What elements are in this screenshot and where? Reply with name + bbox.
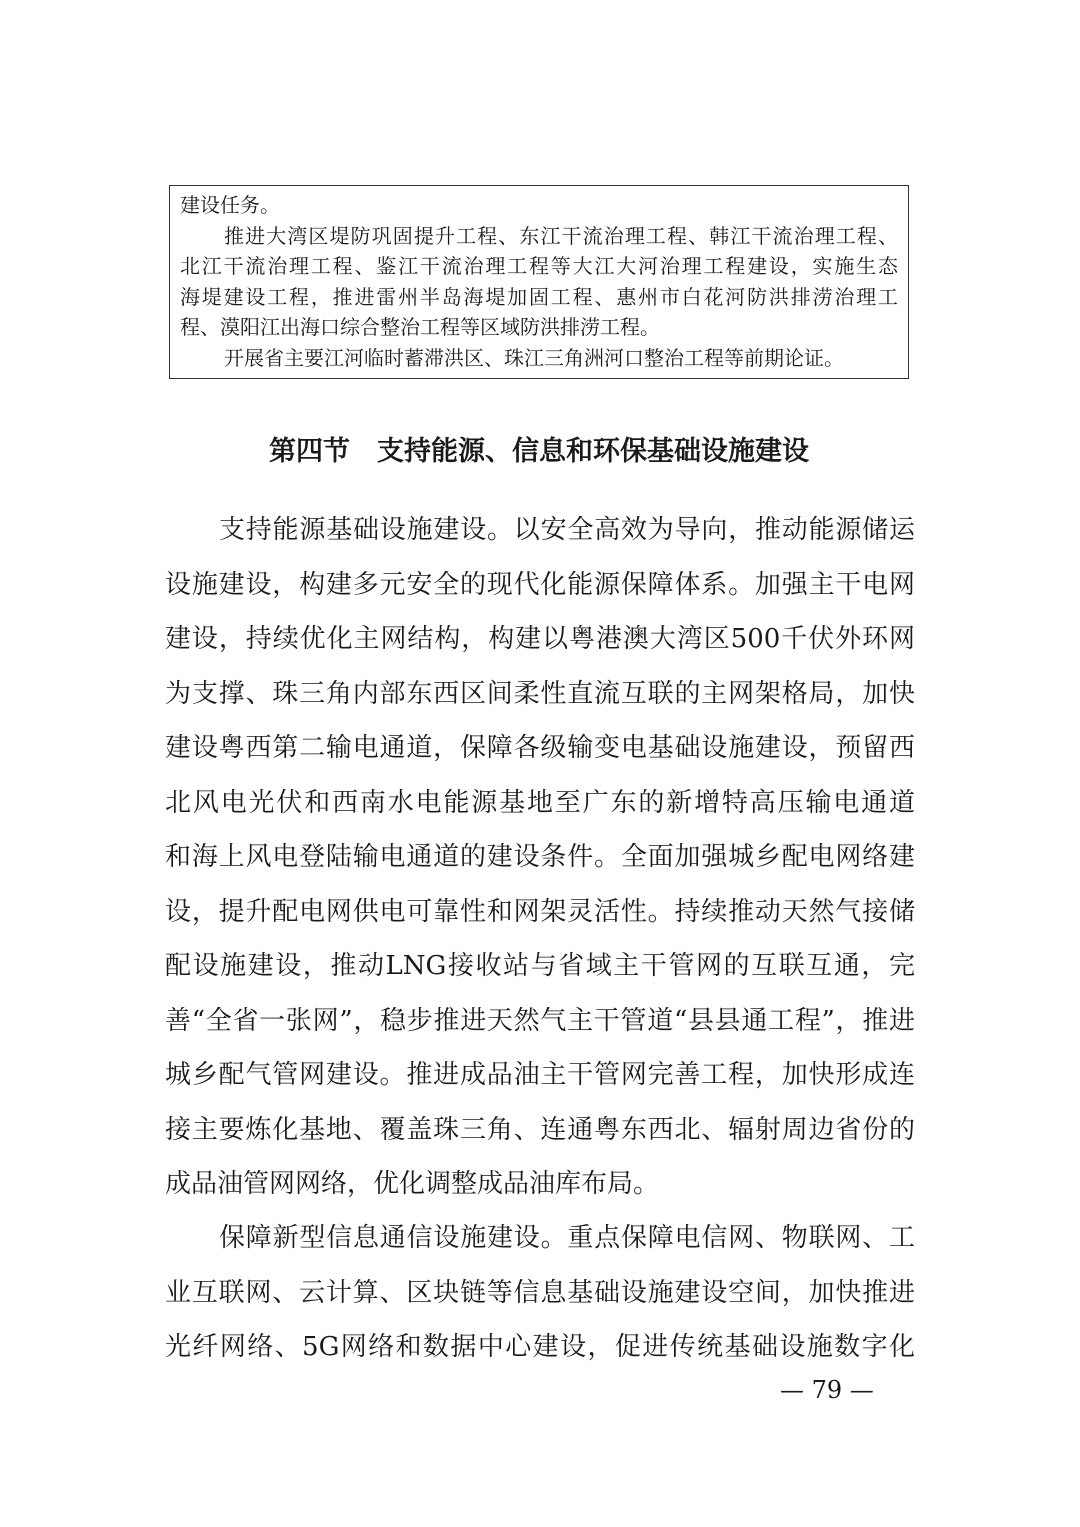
paragraph-line: 和海上风电登陆输电通道的建设条件。全面加强城乡配电网络建 [165,842,915,872]
box-line: 推进大湾区堤防巩固提升工程、东江干流治理工程、韩江干流治理工程、 [224,223,898,248]
task-box [169,185,909,379]
box-line: 开展省主要江河临时蓄滞洪区、珠江三角洲河口整治工程等前期论证。 [224,345,844,370]
paragraph-line: 善“全省一张网”，稳步推进天然气主干管道“县县通工程”，推进 [165,1005,915,1036]
paragraph-line: 建设粤西第二输电通道，保障各级输变电基础设施建设，预留西 [165,733,915,763]
paragraph-line: 光纤网络、5G网络和数据中心建设，促进传统基础设施数字化 [165,1332,915,1362]
paragraph-line: 保障新型信息通信设施建设。重点保障电信网、物联网、工 [219,1223,915,1253]
box-line: 建设任务。 [180,193,280,217]
box-line: 海堤建设工程，推进雷州半岛海堤加固工程、惠州市白花河防洪排涝治理工 [180,284,898,309]
paragraph-line: 为支撑、珠三角内部东西区间柔性直流互联的主网架格局，加快 [165,678,915,709]
box-line: 程、漠阳江出海口综合整治工程等区域防洪排涝工程。 [180,315,660,339]
section-title: 第四节 支持能源、信息和环保基础设施建设 [269,436,809,467]
paragraph-line: 业互联网、云计算、区块链等信息基础设施建设空间，加快推进 [165,1277,915,1308]
paragraph-line: 配设施建设，推动LNG接收站与省域主干管网的互联互通，完 [165,951,915,981]
paragraph-line: 城乡配气管网建设。推进成品油主干管网完善工程，加快形成连 [165,1060,915,1090]
box-line: 北江干流治理工程、鉴江干流治理工程等大江大河治理工程建设，实施生态 [180,254,898,278]
paragraph-line: 成品油管网网络，优化调整成品油库布局。 [165,1169,660,1199]
paragraph-energy [165,503,915,1212]
paragraph-information [165,1211,915,1375]
paragraph-line: 设施建设，构建多元安全的现代化能源保障体系。加强主干电网 [165,569,915,600]
paragraph-line: 支持能源基础设施建设。以安全高效为导向，推动能源储运 [219,515,915,545]
paragraph-line: 设，提升配电网供电可靠性和网架灵活性。持续推动天然气接储 [165,896,915,927]
page-number: — 79 — [780,1376,874,1404]
paragraph-line: 北风电光伏和西南水电能源基地至广东的新增特高压输电通道 [165,787,915,818]
paragraph-line: 建设，持续优化主网结构，构建以粤港澳大湾区500千伏外环网 [165,624,915,654]
paragraph-line: 接主要炼化基地、覆盖珠三角、连通粤东西北、辐射周边省份的 [165,1114,915,1145]
